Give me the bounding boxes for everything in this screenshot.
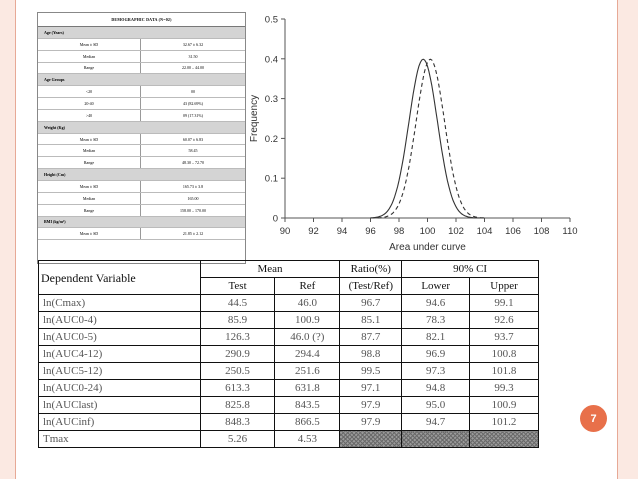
x-tick-label: 94	[336, 226, 348, 237]
demographics-data-row	[38, 110, 245, 122]
demographics-value: 00	[191, 89, 195, 95]
demographics-value	[146, 122, 245, 133]
row-upper-value: 99.3	[470, 380, 539, 397]
y-tick-label: 0.3	[264, 94, 278, 106]
row-ratio-value: 87.7	[340, 329, 402, 346]
demographics-value: 31.50	[188, 53, 198, 59]
x-tick-label: 108	[533, 226, 550, 237]
demographics-value: 32.67 ± 6.32	[182, 41, 204, 47]
row-variable-name: ln(AUC4-12)	[39, 346, 201, 363]
demographics-label: Median	[38, 145, 141, 156]
demographics-value: 43 (82.69%)	[183, 100, 203, 106]
demographics-label: Age (Years)	[44, 29, 64, 35]
demographics-value: 158.00 – 170.00	[180, 207, 206, 213]
demographics-label: >40	[38, 110, 141, 121]
y-tick-label: 0	[272, 213, 278, 225]
row-test-value: 126.3	[200, 329, 275, 346]
header-ratio: Ratio(%)	[340, 261, 402, 278]
demographics-value: 58.45	[188, 148, 198, 154]
demographics-value: 165.00	[187, 195, 199, 201]
header-lower: Lower	[402, 278, 470, 295]
chart-axes	[265, 15, 578, 238]
table-header-row	[39, 261, 539, 278]
table-row	[39, 329, 539, 346]
table-row	[39, 414, 539, 431]
demographics-label: 20-40	[38, 98, 141, 109]
demographics-value	[146, 74, 245, 85]
row-lower-value: 96.9	[402, 346, 470, 363]
header-mean: Mean	[200, 261, 340, 278]
demographics-data-row	[38, 181, 245, 193]
x-tick-label: 106	[505, 226, 521, 237]
row-test-value: 613.3	[200, 380, 275, 397]
demographics-label: <20	[38, 86, 141, 97]
demographics-value: 165.73 ± 3.8	[182, 183, 204, 189]
row-test-value: 848.3	[200, 414, 275, 431]
demographics-data-row	[38, 86, 245, 98]
x-tick-label: 90	[279, 226, 291, 237]
slide-left-border	[0, 0, 15, 479]
demographics-data-row	[38, 157, 245, 169]
row-test-value: 825.8	[200, 397, 275, 414]
demographics-label: BMI (kg/m²)	[44, 219, 66, 225]
row-ref-value: 843.5	[275, 397, 340, 414]
row-upper-value: 101.2	[470, 414, 539, 431]
row-ratio-value: 97.9	[340, 414, 402, 431]
demographics-label: Mean ± SD	[38, 228, 141, 239]
row-hatched-cell	[340, 431, 402, 448]
header-ref: Ref	[275, 278, 340, 295]
row-lower-value: 94.6	[402, 295, 470, 312]
row-variable-name: ln(AUC0-5)	[39, 329, 201, 346]
demographics-data-row	[38, 228, 245, 240]
x-tick-label: 102	[448, 226, 464, 237]
demographics-label: Median	[38, 51, 141, 62]
row-lower-value: 95.0	[402, 397, 470, 414]
row-ref-value: 631.8	[275, 380, 340, 397]
x-tick-label: 96	[365, 226, 376, 237]
demographics-label: Range	[38, 205, 141, 216]
demographics-label: Range	[38, 63, 141, 74]
row-ref-value: 251.6	[275, 363, 340, 380]
x-tick-label: 100	[419, 226, 436, 237]
demographics-value: 09 (17.31%)	[183, 112, 203, 118]
demographics-section-row	[38, 74, 245, 86]
demographics-data-row	[38, 205, 245, 217]
row-ratio-value: 96.7	[340, 295, 402, 312]
demographics-data-row	[38, 98, 245, 110]
demographics-label: Weight (Kg)	[44, 124, 65, 130]
row-upper-value: 100.8	[470, 346, 539, 363]
row-upper-value: 100.9	[470, 397, 539, 414]
pk-results-table	[38, 260, 539, 448]
demographics-section-row	[38, 27, 245, 39]
row-variable-name: ln(AUC5-12)	[39, 363, 201, 380]
demographics-label: Median	[38, 193, 141, 204]
row-ratio-value: 97.1	[340, 380, 402, 397]
demographics-value	[146, 217, 245, 228]
y-axis-label: Frequency	[249, 94, 260, 143]
row-ratio-value: 99.5	[340, 363, 402, 380]
row-variable-name: ln(AUC0-24)	[39, 380, 201, 397]
frequency-chart	[245, 8, 590, 258]
row-ref-value: 46.0	[275, 295, 340, 312]
demographics-label: Mean ± SD	[38, 181, 141, 192]
row-test-value: 44.5	[200, 295, 275, 312]
x-axis-label: Area under curve	[389, 242, 466, 253]
x-tick-label: 110	[562, 226, 578, 237]
demographics-table	[37, 12, 246, 264]
row-lower-value: 94.7	[402, 414, 470, 431]
row-variable-name: ln(AUC0-4)	[39, 312, 201, 329]
row-test-value: 5.26	[200, 431, 275, 448]
row-lower-value: 78.3	[402, 312, 470, 329]
x-tick-label: 104	[476, 226, 493, 237]
header-test: Test	[200, 278, 275, 295]
table-row	[39, 397, 539, 414]
row-test-value: 85.9	[200, 312, 275, 329]
y-tick-label: 0.4	[264, 54, 278, 66]
demographics-label: Age Groups	[44, 77, 65, 83]
demographics-value: 48.30 – 72.70	[182, 160, 204, 166]
slide-right-rule	[617, 0, 618, 479]
chart-curves	[371, 59, 485, 218]
pk-table-body	[39, 295, 539, 448]
x-tick-label: 98	[393, 226, 405, 237]
demographics-data-row	[38, 193, 245, 205]
slide-right-border	[618, 0, 638, 479]
demographics-label: Mean ± SD	[38, 134, 141, 145]
table-row	[39, 431, 539, 448]
header-ci: 90% CI	[402, 261, 539, 278]
demographics-rows	[38, 27, 245, 240]
header-ratio-sub: (Test/Ref)	[340, 278, 402, 295]
row-ref-value: 866.5	[275, 414, 340, 431]
table-row	[39, 295, 539, 312]
demographics-value: 22.00 – 44.00	[182, 65, 204, 71]
y-tick-label: 0.1	[264, 173, 278, 185]
x-tick-label: 92	[308, 226, 319, 237]
demographics-label: Height (Cm)	[44, 172, 66, 178]
demographics-data-row	[38, 63, 245, 75]
row-variable-name: Tmax	[39, 431, 201, 448]
demographics-title: DEMOGRAPHIC DATA (N=02)	[38, 13, 245, 27]
demographics-value: 60.07 ± 6.83	[182, 136, 204, 142]
header-dependent-variable: Dependent Variable	[39, 261, 201, 295]
row-hatched-cell	[470, 431, 539, 448]
distribution-curve-dashed	[371, 59, 485, 218]
demographics-section-row	[38, 169, 245, 181]
row-ref-value: 100.9	[275, 312, 340, 329]
table-row	[39, 346, 539, 363]
header-upper: Upper	[470, 278, 539, 295]
table-row	[39, 312, 539, 329]
slide-number-badge: 7	[580, 405, 607, 432]
demographics-data-row	[38, 145, 245, 157]
row-variable-name: ln(Cmax)	[39, 295, 201, 312]
row-hatched-cell	[402, 431, 470, 448]
row-test-value: 250.5	[200, 363, 275, 380]
demographics-data-row	[38, 134, 245, 146]
row-variable-name: ln(AUCinf)	[39, 414, 201, 431]
distribution-curve-solid	[371, 59, 485, 218]
row-ratio-value: 98.8	[340, 346, 402, 363]
y-tick-label: 0.2	[264, 133, 278, 145]
row-variable-name: ln(AUClast)	[39, 397, 201, 414]
row-upper-value: 99.1	[470, 295, 539, 312]
demographics-value	[146, 27, 245, 38]
demographics-label: Mean ± SD	[38, 39, 141, 50]
table-row	[39, 380, 539, 397]
row-ref-value: 46.0 (?)	[275, 329, 340, 346]
row-ref-value: 4.53	[275, 431, 340, 448]
demographics-data-row	[38, 51, 245, 63]
table-row	[39, 363, 539, 380]
demographics-section-row	[38, 217, 245, 229]
row-upper-value: 101.8	[470, 363, 539, 380]
row-lower-value: 94.8	[402, 380, 470, 397]
row-upper-value: 92.6	[470, 312, 539, 329]
row-ratio-value: 85.1	[340, 312, 402, 329]
slide-left-rule	[15, 0, 16, 479]
demographics-label: Range	[38, 157, 141, 168]
row-ref-value: 294.4	[275, 346, 340, 363]
row-lower-value: 82.1	[402, 329, 470, 346]
row-lower-value: 97.3	[402, 363, 470, 380]
row-upper-value: 93.7	[470, 329, 539, 346]
demographics-data-row	[38, 39, 245, 51]
demographics-section-row	[38, 122, 245, 134]
demographics-value: 21.85 ± 2.12	[182, 231, 204, 237]
row-ratio-value: 97.9	[340, 397, 402, 414]
row-test-value: 290.9	[200, 346, 275, 363]
demographics-value	[146, 169, 245, 180]
y-tick-label: 0.5	[264, 14, 278, 26]
